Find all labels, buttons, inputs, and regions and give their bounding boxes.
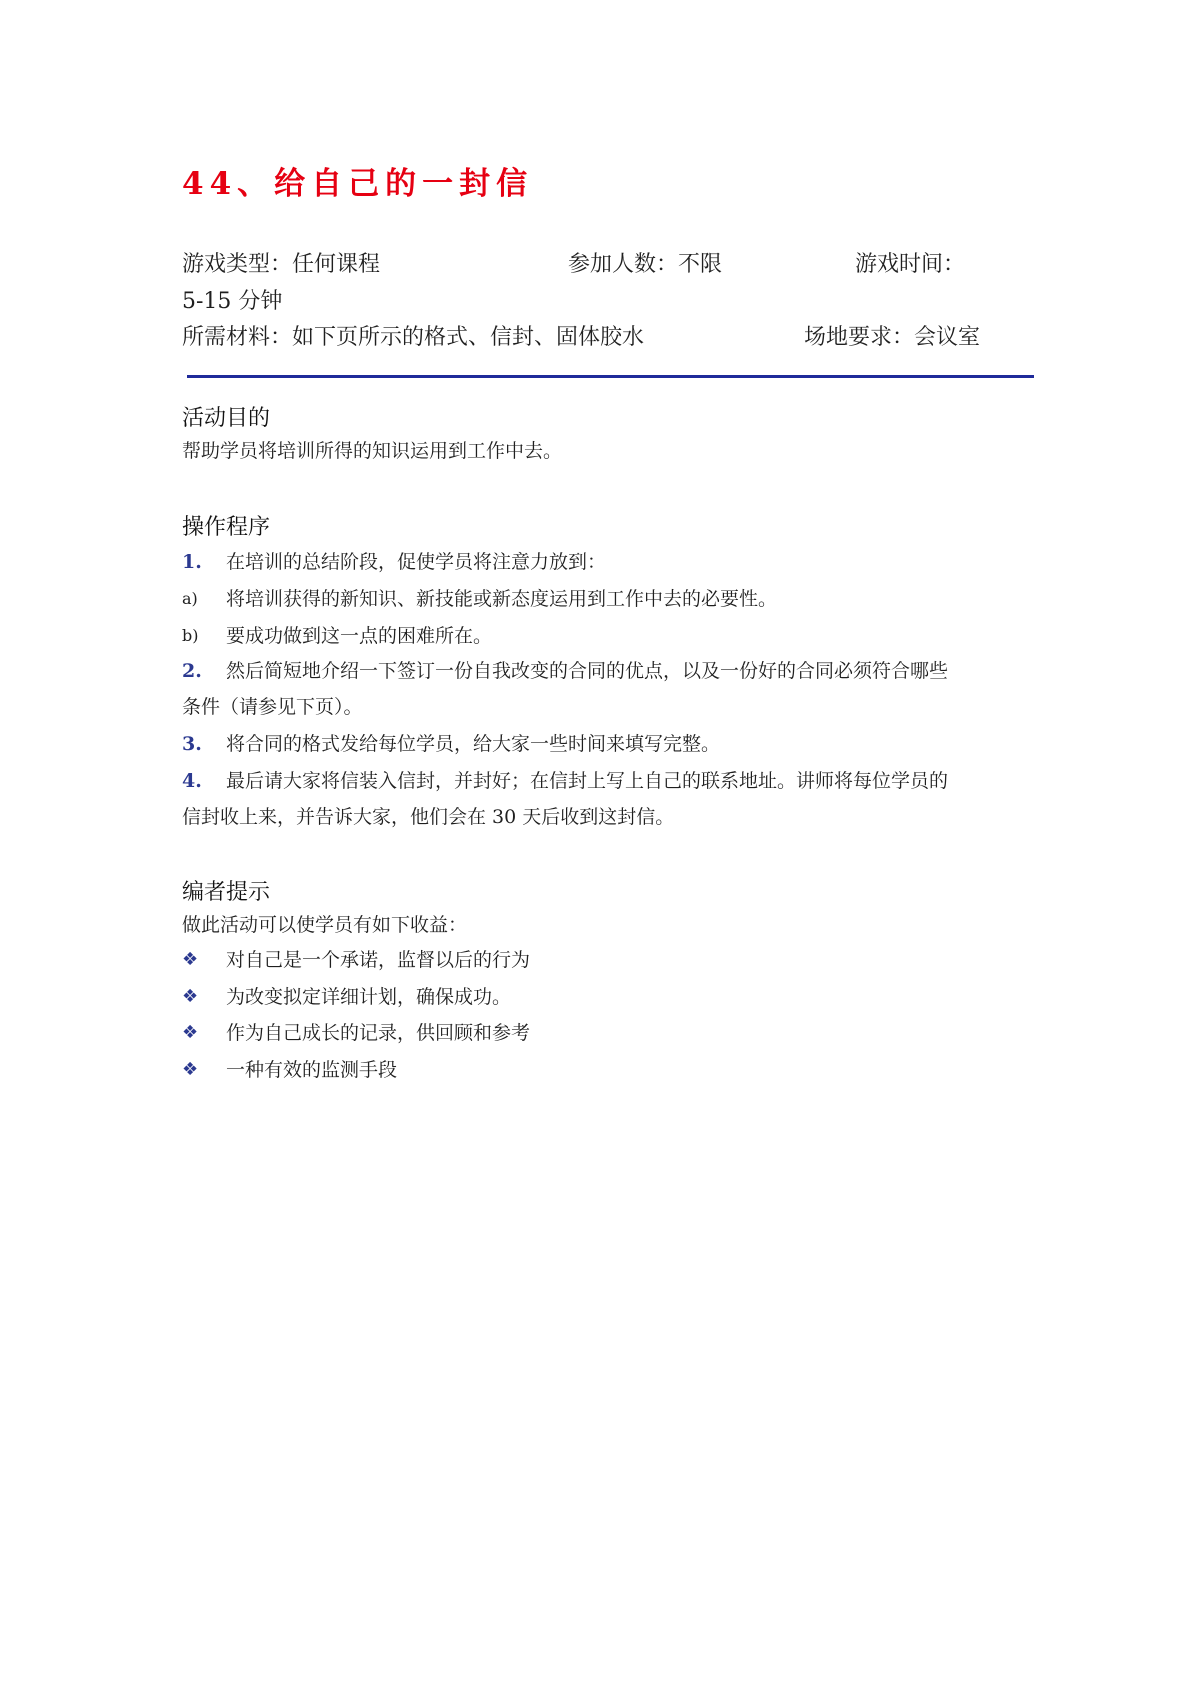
substep-text: 将培训获得的新知识、新技能或新态度运用到工作中去的必要性。 — [226, 588, 778, 610]
diamond-bullet-icon: ❖ — [182, 986, 199, 1007]
procedure-item-2 — [182, 653, 1032, 725]
venue: 场地要求：会议室 — [804, 325, 981, 350]
procedure-item-a — [182, 581, 1032, 617]
step-number: 1. — [182, 551, 202, 573]
page-title: 44、给自己的一封信 — [182, 166, 534, 202]
benefit-item: ❖ 对自己是一个承诺，监督以后的行为 — [182, 945, 530, 975]
diamond-bullet-icon: ❖ — [182, 949, 199, 970]
step-number: 3. — [182, 733, 202, 755]
procedure-item-b — [182, 618, 1032, 654]
procedure-item-4 — [182, 763, 1032, 835]
substep-letter: b) — [182, 626, 199, 645]
step-text: 将合同的格式发给每位学员，给大家一些时间来填写完整。 — [226, 733, 721, 755]
meta-row-2 — [182, 287, 1030, 317]
purpose-heading: 活动目的 — [182, 406, 271, 431]
procedure-item-3 — [182, 726, 1032, 762]
notes-intro: 做此活动可以使学员有如下收益： — [182, 914, 468, 936]
purpose-text: 帮助学员将培训所得的知识运用到工作中去。 — [182, 440, 563, 462]
benefit-item: ❖ 作为自己成长的记录，供回顾和参考 — [182, 1018, 530, 1048]
procedure-heading: 操作程序 — [182, 515, 271, 540]
step-text-continued: 条件（请参见下页）。 — [182, 696, 363, 718]
materials: 所需材料：如下页所示的格式、信封、固体胶水 — [182, 325, 645, 350]
diamond-bullet-icon: ❖ — [182, 1022, 199, 1043]
substep-text: 要成功做到这一点的困难所在。 — [226, 625, 493, 647]
step-text: 最后请大家将信装入信封，并封好；在信封上写上自己的联系地址。讲师将每位学员的 — [226, 770, 949, 792]
game-time-label: 游戏时间： — [855, 252, 966, 277]
diamond-bullet-icon: ❖ — [182, 1059, 199, 1080]
procedure-item-1 — [182, 544, 1032, 580]
step-text: 在培训的总结阶段，促使学员将注意力放到： — [226, 551, 607, 573]
substep-letter: a) — [182, 589, 198, 608]
step-number: 2. — [182, 660, 202, 682]
game-time-value: 5-15 分钟 — [182, 289, 283, 314]
benefit-item: ❖ 一种有效的监测手段 — [182, 1055, 397, 1085]
step-text-continued: 信封收上来，并告诉大家，他们会在 30 天后收到这封信。 — [182, 806, 675, 828]
section-divider — [187, 375, 1034, 378]
benefit-item: ❖ 为改变拟定详细计划，确保成功。 — [182, 982, 511, 1012]
game-type: 游戏类型：任何课程 — [182, 252, 381, 277]
step-number: 4. — [182, 770, 202, 792]
step-text: 然后简短地介绍一下签订一份自我改变的合同的优点，以及一份好的合同必须符合哪些 — [226, 660, 949, 682]
notes-heading: 编者提示 — [182, 880, 271, 905]
participants: 参加人数：不限 — [568, 252, 723, 277]
